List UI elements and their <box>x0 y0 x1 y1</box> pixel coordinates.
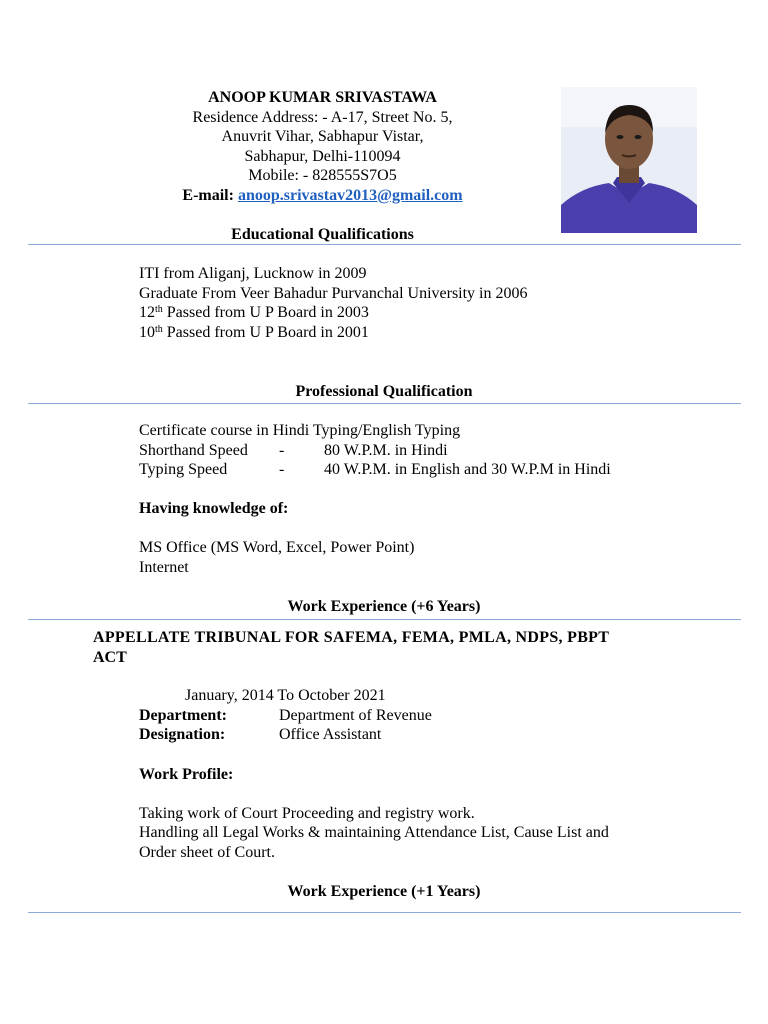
education-divider <box>28 244 741 245</box>
typing-label: Typing Speed <box>139 461 228 478</box>
work-experience-divider <box>28 619 741 620</box>
email-row <box>100 186 545 206</box>
education-item: ITI from Aliganj, Lucknow in 2009 <box>139 265 367 282</box>
organization-name-line-2: ACT <box>93 649 127 666</box>
work-profile-heading: Work Profile: <box>139 766 234 783</box>
professional-heading: Professional Qualification <box>295 383 473 400</box>
department-label: Department: <box>139 707 227 724</box>
work-period: January, 2014 To October 2021 <box>185 687 386 704</box>
contact-header <box>100 88 545 206</box>
education-item: 10th Passed from U P Board in 2001 <box>139 324 369 341</box>
work-experience-heading: Work Experience (+6 Years) <box>287 598 481 615</box>
professional-divider <box>28 403 741 404</box>
knowledge-item: MS Office (MS Word, Excel, Power Point) <box>139 539 415 556</box>
organization-name-line-1: APPELLATE TRIBUNAL FOR SAFEMA, FEMA, PMLA, NDPS, PBPT <box>93 629 610 646</box>
department-value: Department of Revenue <box>279 707 432 724</box>
knowledge-item: Internet <box>139 559 189 576</box>
typing-dash: - <box>279 461 285 478</box>
email-link[interactable]: anoop.srivastav2013@gmail.com <box>237 186 463 204</box>
candidate-name: ANOOP KUMAR SRIVASTAWA <box>208 89 437 106</box>
profile-photo <box>561 87 697 233</box>
shorthand-value: 80 W.P.M. in Hindi <box>324 442 448 459</box>
work-experience-heading-2: Work Experience (+1 Years) <box>287 883 481 900</box>
knowledge-heading: Having knowledge of: <box>139 500 289 517</box>
course-line: Certificate course in Hindi Typing/English Typing <box>139 422 461 439</box>
work-profile-line: Handling all Legal Works & maintaining Attendance List, Cause List and <box>139 824 609 841</box>
shorthand-dash: - <box>279 442 285 459</box>
work-experience-divider-2 <box>28 912 741 913</box>
designation-label: Designation: <box>139 726 226 743</box>
designation-value: Office Assistant <box>279 726 382 743</box>
address-line-3: Sabhapur, Delhi-110094 <box>244 147 401 165</box>
mobile-number: Mobile: - 828555S7O5 <box>248 167 397 185</box>
education-item: Graduate From Veer Bahadur Purvanchal University in 2006 <box>139 285 528 302</box>
education-item: 12th Passed from U P Board in 2003 <box>139 304 369 321</box>
profile-photo-image <box>561 87 697 233</box>
work-profile-line: Order sheet of Court. <box>139 844 275 861</box>
work-profile-line: Taking work of Court Proceeding and registry work. <box>139 805 475 822</box>
shorthand-label: Shorthand Speed <box>139 442 248 459</box>
typing-value: 40 W.P.M. in English and 30 W.P.M in Hindi <box>324 461 611 478</box>
education-heading: Educational Qualifications <box>231 226 414 243</box>
address-line-2: Anuvrit Vihar, Sabhapur Vistar, <box>221 128 424 146</box>
address-line-1: Residence Address: - A-17, Street No. 5, <box>192 108 453 126</box>
email-label: E-mail: <box>182 186 234 204</box>
